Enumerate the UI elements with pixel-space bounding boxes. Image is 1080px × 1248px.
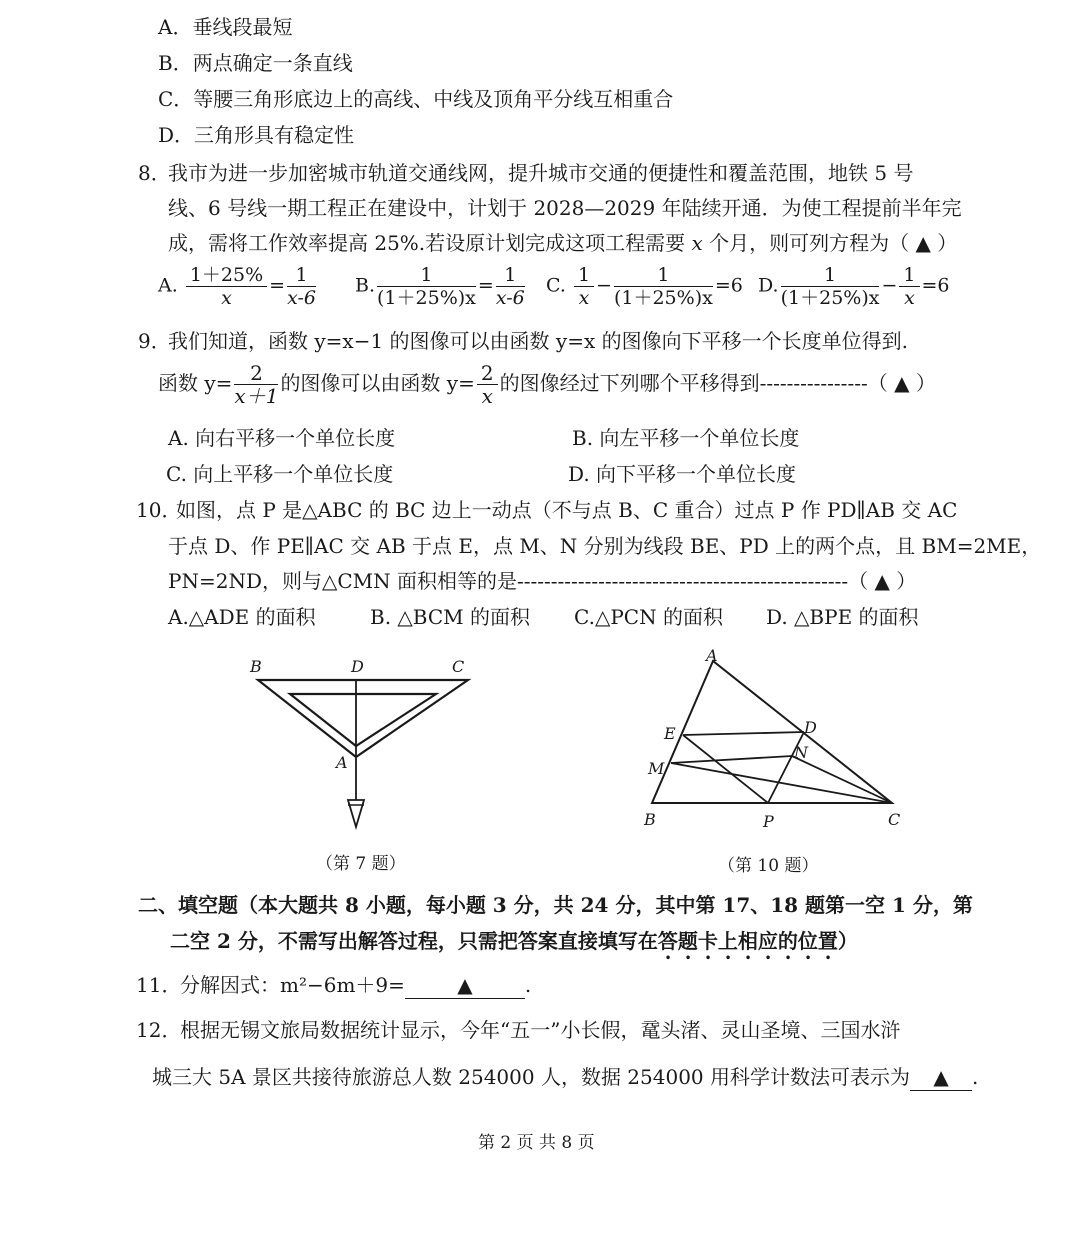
q12-number: 12．: [136, 1018, 182, 1042]
q9-option-c: C. 向上平移一个单位长度: [166, 462, 394, 486]
fig7-label-a: A: [336, 753, 348, 772]
fig7-label-c: C: [452, 657, 465, 676]
section2-line2: 二空 2 分，不需写出解答过程，只需把答案直接填写在答题卡上相应的位置）: [170, 929, 858, 953]
q11-text: 分解因式：m²−6m＋9= ▲ .: [180, 973, 532, 997]
q8-option-c: C. $\frac{1}{x}$ − $\frac{1}{(1+25\%)x}$ =6: [546, 264, 743, 309]
fig7-label-d: D: [351, 657, 364, 676]
fig10-label-m: M: [648, 759, 665, 778]
q8-number: 8．: [138, 161, 171, 185]
q10-option-d: D. △BPE 的面积: [766, 605, 919, 629]
fig10-label-e: E: [664, 724, 676, 743]
fig7-inner-triangle: [290, 694, 436, 746]
q8-option-b: B. $\frac{1}{(1+25\%)x}$ = $\frac{1}{x-6}$: [355, 264, 525, 309]
q9-option-b: B. 向左平移一个单位长度: [572, 426, 800, 450]
q9-line2: 函数 y= $\frac{2}{x+1}$ 的图像可以由函数 y= $\frac{2}{x}$ 的图像经过下列哪个平移得到----------------（ ▲ ）: [158, 361, 936, 408]
figure-10-diagram: [630, 645, 920, 835]
figure-7-caption: （第 7 题）: [316, 854, 406, 874]
q7-option-d: D．三角形具有稳定性: [158, 123, 355, 147]
fig7-plumb-bob: [348, 800, 364, 827]
q9-line1: 我们知道，函数 y=x−1 的图像可以由函数 y=x 的图像向下平移一个长度单位得到.: [168, 329, 908, 353]
q10-number: 10．: [136, 498, 182, 522]
fig7-label-b: B: [250, 657, 262, 676]
fig10-label-b: B: [644, 810, 656, 829]
q7-option-c: C．等腰三角形底边上的高线、中线及顶角平分线互相重合: [158, 87, 674, 111]
fig10-label-n: N: [794, 743, 808, 762]
q11-number: 11．: [136, 973, 182, 997]
q10-option-b: B. △BCM 的面积: [370, 605, 530, 629]
q11-answer-blank: ▲: [405, 972, 525, 999]
figure-7-diagram: [230, 650, 490, 840]
q9-number: 9．: [138, 329, 171, 353]
q12-line1: 根据无锡文旅局数据统计显示，今年“五一”小长假，鼋头渚、灵山圣境、三国水浒: [180, 1018, 901, 1042]
fig10-label-p: P: [763, 812, 774, 831]
fig10-label-a: A: [706, 646, 718, 665]
figure-10-caption: （第 10 题）: [718, 856, 819, 876]
fig7-outer-triangle: [258, 680, 468, 757]
q7-option-a: A．垂线段最短: [158, 15, 293, 39]
q7-option-b: B．两点确定一条直线: [158, 51, 353, 75]
section2-line1: 二、填空题（本大题共 8 小题，每小题 3 分，共 24 分，其中第 17、18 题第一空 1 分，第: [138, 893, 973, 917]
q10-option-c: C.△PCN 的面积: [574, 605, 723, 629]
q10-option-a: A.△ADE 的面积: [168, 605, 316, 629]
q9-option-a: A. 向右平移一个单位长度: [168, 426, 396, 450]
q12-answer-blank: ▲: [910, 1064, 972, 1091]
q9-option-d: D. 向下平移一个单位长度: [568, 462, 797, 486]
q10-line2: 于点 D、作 PE∥AC 交 AB 于点 E，点 M、N 分别为线段 BE、PD 上的两个点，且 BM=2ME，: [168, 534, 1042, 558]
q8-line1: 我市为进一步加密城市轨道交通线网，提升城市交通的便捷性和覆盖范围，地铁 5 号: [168, 161, 914, 185]
page-footer: 第 2 页 共 8 页: [478, 1133, 595, 1153]
q8-line3: 成，需将工作效率提高 25%.若设原计划完成这项工程需要 x 个月，则可列方程为（ ▲ ）: [168, 231, 958, 255]
q8-line2: 线、6 号线一期工程正在建设中，计划于 2028—2029 年陆续开通．为使工程提前半年完: [168, 196, 962, 220]
fig10-label-c: C: [888, 810, 901, 829]
fig10-label-d: D: [804, 718, 817, 737]
q10-line1: 如图，点 P 是△ABC 的 BC 边上一动点（不与点 B、C 重合）过点 P 作 PD∥AB 交 AC: [176, 498, 958, 522]
q8-option-a: A. $\frac{1+25\%}{x}$ = $\frac{1}{x-6}$: [158, 264, 316, 309]
q12-line2: 城三大 5A 景区共接待旅游总人数 254000 人，数据 254000 用科学计数法可表示为 ▲ .: [152, 1065, 979, 1089]
q8-option-d: D. $\frac{1}{(1+25\%)x}$ − $\frac{1}{x}$ =6: [758, 264, 950, 309]
q10-line3: PN=2ND，则与△CMN 面积相等的是-------------------------------------------------（ ▲ ）: [168, 569, 917, 593]
